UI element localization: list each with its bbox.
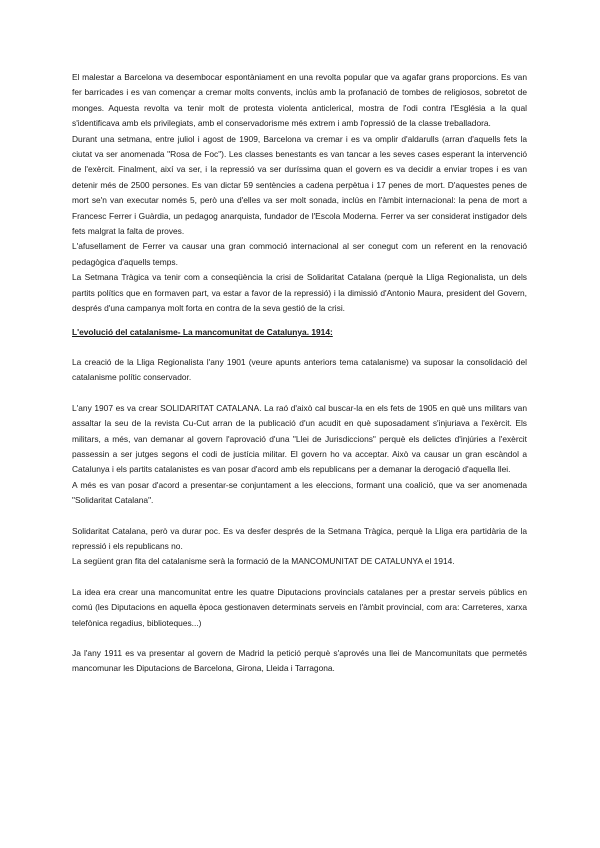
paragraph-revolta: El malestar a Barcelona va desembocar espontàniament en una revolta popular que va agafar grans proporcions. Es van fer barricades i es van començar a cremar molts convents, inclús amb la profanació de tombes de religiosos, sobretot de monges. Aquesta revolta va tenir molt de protesta violenta anticlerical, mostra de l'odi contra l'Església a la qual s'identificava amb els privilegiats, amb el conservadorisme més extrem i amb l'opressió de la classe treballadora. [72, 72, 527, 129]
paragraph-1907: L'any 1907 es va crear SOLIDARITAT CATALANA. La raó d'això cal buscar-la en els fets de 1905 en què uns militars van assaltar la seu de la revista Cu-Cut arran de la publicació d'un acudit en què suposadament s'injuriava a l'exèrcit. Els militars, a més, van demanar al govern l'aprovació d'una "Llei de Jurisdiccions" perquè els delictes d'injúries a l'exèrcit passessin a ser jutges segons el codi de justícia militar. El govern ho va acceptar. Això va causar un gran escàndol a Catalunya i els partits catalanistes es van posar d'acord amb els republicans per a demanar la derogació d'aquella llei. [72, 402, 527, 475]
paragraph-setmana: Durant una setmana, entre juliol i agost de 1909, Barcelona va cremar i es va omplir d'aldarulls (arran d'aquells fets la ciutat va ser anomenada "Rosa de Foc"). Les classes benestants es van tancar a les seves cases esperant la intervenció de l'exèrcit. Finalment, així va ser, i la repressió va ser duríssima quan el govern es va decidir a enviar tropes i es van detenir més de 2500 persones. Es van dictar 59 sentències a cadena perpètua i 17 penes de mort. D'aquestes penes de mort se'n van executar només 5, però una d'elles va ser molt sonada, inclús en l'àmbit internacional: la pena de mort a Francesc Ferrer i Guàrdia, un pedagog anarquista, fundador de l'Escola Moderna. Ferrer va ser considerat instigador dels fets malgrat la falta de proves. [72, 133, 527, 237]
paragraph-afusellament: L'afusellament de Ferrer va causar una gran commoció internacional al ser conegut com un referent en la renovació pedagògica d'aquells temps. [72, 241, 527, 267]
paragraph-consequencia: La Setmana Tràgica va tenir com a conseqüència la crisi de Solidaritat Catalana (perquè la Lliga Regionalista, un dels partits polítics que en formaven part, va estar a favor de la repressió) i la dimissió d'Antonio Maura, president del Govern, després d'una campanya molt forta en contra de la seva gestió de la crisi. [72, 272, 527, 314]
document-body [72, 70, 527, 677]
section-heading: L'evolució del catalanisme- La mancomunitat de Catalunya. 1914: [72, 326, 333, 337]
paragraph-eleccions: A més es van posar d'acord a presentar-se conjuntament a les eleccions, formant una coalició, que va ser anomenada "Solidaritat Catalana". [72, 479, 527, 506]
paragraph-idea: La idea era crear una mancomunitat entre les quatre Diputacions provincials catalanes per a prestar serveis públics en comú (les Diputacions en aquella època gestionaven determinats serveis en l'àmbit provincial, com ara: Carreteres, xarxa telefònica regadius, biblioteques...) [72, 586, 527, 628]
paragraph-1911: Ja l'any 1911 es va presentar al govern de Madrid la petició perquè s'aprovés una llei de Mancomunitats que permetés mancomunar les Diputacions de Barcelona, Girona, Lleida i Tarragona. [72, 648, 527, 674]
paragraph-fita: La següent gran fita del catalanisme serà la formació de la MANCOMUNITAT DE CATALUNYA el 1914. [72, 556, 455, 567]
paragraph-lliga: La creació de la Lliga Regionalista l'any 1901 (veure apunts anteriors tema catalanisme) va suposar la consolidació del catalanisme polític conservador. [72, 356, 527, 383]
paragraph-solidaritat: Solidaritat Catalana, però va durar poc. Es va desfer després de la Setmana Tràgica, perquè la Lliga era partidària de la repressió i els republicans no. [72, 525, 527, 551]
